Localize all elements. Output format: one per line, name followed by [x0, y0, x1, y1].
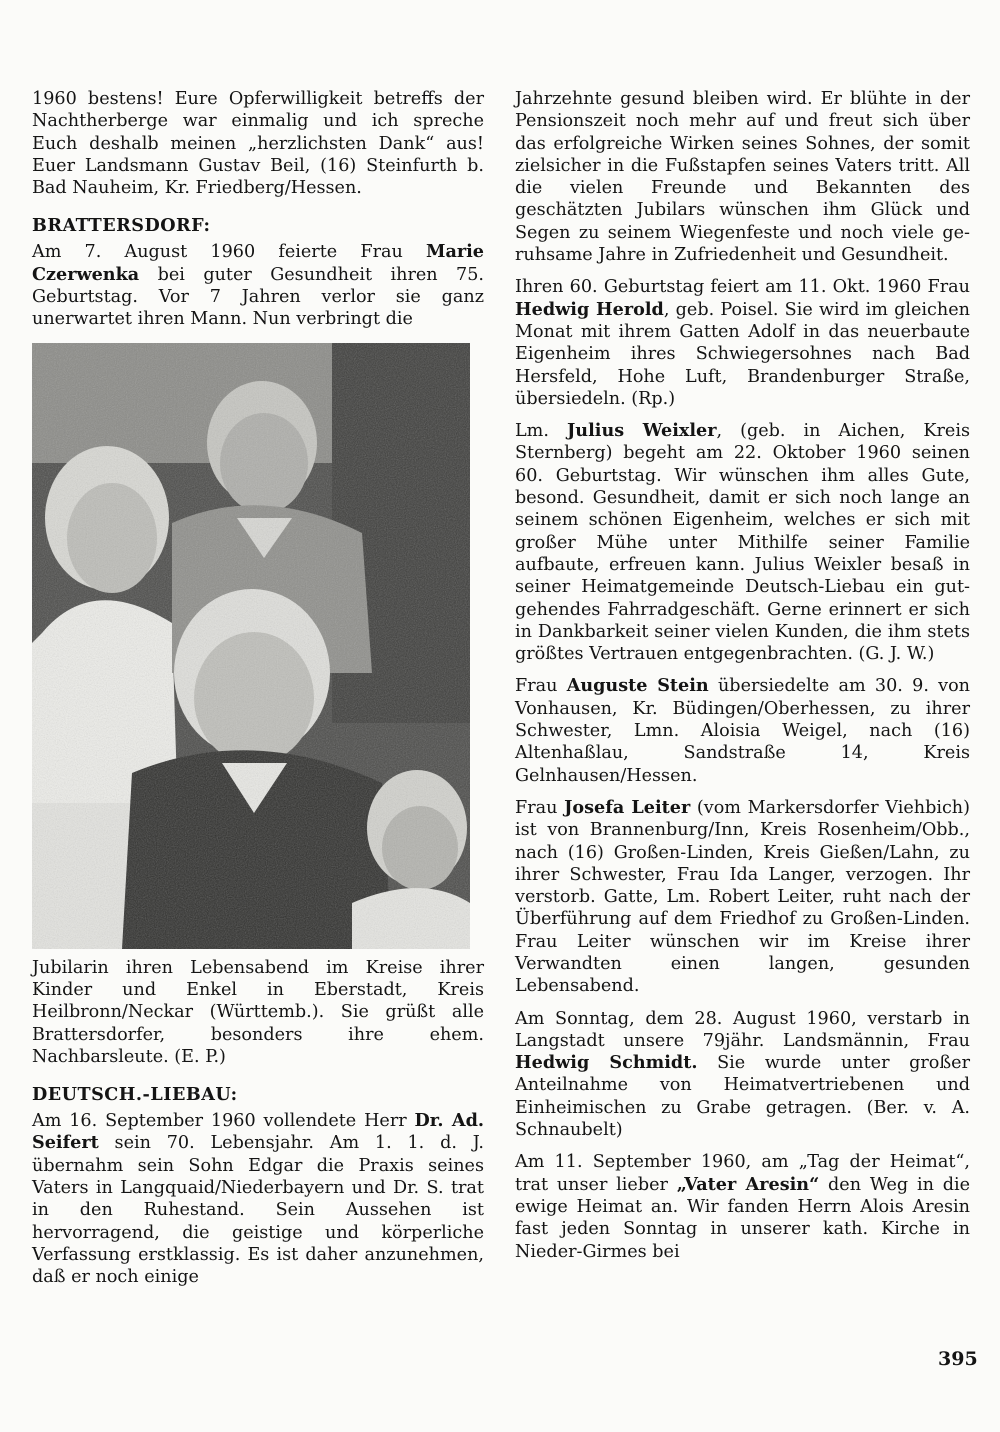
text-fragment: Am Sonntag, dem 28. August 1960, verstarb in Langstadt unsere 79jähr. Landsmännin, Frau: [515, 1008, 970, 1051]
text-fragment: Lm.: [515, 421, 567, 442]
paragraph-brattersdorf: [32, 241, 484, 330]
text-fragment: Frau: [515, 676, 567, 697]
text-fragment: bei guter Gesundheit ihren 75. Geburtstag. Vor 7 Jahren verlor sie ganz unerwartet ihren Mann. Nun verbringt die: [32, 264, 484, 330]
person-name: Josefa Leiter: [564, 796, 691, 818]
person-name: „Vater Aresin“: [676, 1173, 820, 1195]
person-name: Dr. Ad. Seifert: [32, 1110, 484, 1154]
text-fragment: Ihren 60. Geburtstag feiert am 11. Okt. 1960 Frau: [515, 277, 970, 298]
paragraph-intro: 1960 bestens! Eure Opferwilligkeit betreffs der Nachtherberge war einmalig und ich spreche Euch deshalb meinen „herzlichsten Dank“ aus! Euer Landsmann Gustav Beil, (16) Steinfurth b. Bad Nauheim, Kr. Friedberg/Hessen.: [32, 89, 484, 199]
family-photo: [32, 343, 470, 949]
paragraph-schmidt: [515, 1008, 970, 1142]
person-name: Hedwig Schmidt.: [515, 1052, 698, 1074]
paragraph-aresin: [515, 1151, 970, 1262]
heading-deutsch-liebau: DEUTSCH.-LIEBAU:: [32, 1084, 238, 1106]
paragraph-weixler: [515, 420, 970, 665]
text-fragment: Am 11. September 1960, am „Tag der Heimat“, trat unser lieber: [515, 1152, 970, 1195]
text-fragment: Am 7. August 1960 feierte Frau: [32, 242, 426, 263]
paragraph-brattersdorf-continued: Jubilarin ihren Lebensabend im Kreise ihrer Kinder und Enkel in Eberstadt, Kreis Heilbronn/Neckar (Württemb.). Sie grüßt alle Brattersdorfer, besonders ihre ehem. Nachbarsleute. (E. P.): [32, 957, 484, 1067]
text-fragment: Am 16. September 1960 vollendete Herr: [32, 1111, 415, 1132]
paragraph-seifert: [32, 1110, 484, 1288]
person-name: Hedwig Herold: [515, 298, 664, 320]
text-fragment: , (geb. in Aichen, Kreis Sternberg) begeht am 22. Oktober 1960 seinen 60. Geburtstag. Wir wünschen ihm alles Gute, besond. Gesundheit, damit er sich noch lange an seinem schönen Eigenheim, welches er sich mit großer Mühe unter Mithilfe seiner Familie aufbaute, erfreuen kann. Julius Weixler besaß in seiner Heimatgemeinde Deutsch-Liebau ein gutgehendes Fahrradgeschäft. Gerne erinnert er sich in Dankbarkeit seiner vielen Kunden, die ihm stets größtes Vertrauen entgegenbrachten. (G. J. W.): [515, 421, 970, 665]
text-fragment: (vom Markersdorfer Viehbich) ist von Brannenburg/Inn, Kreis Rosenheim/Obb., nach (16) Großen-Linden, Kreis Gießen/Lahn, zu ihrer Schwester, Frau Ida Langer, verzogen. Ihr verstorb. Gatte, Lm. Robert Leiter, ruht nach der Überführung auf dem Friedhof zu Großen-Linden. Frau Leiter wünschen wir im Kreise ihrer Verwandten einen langen, gesunden Lebensabend.: [515, 797, 971, 997]
heading-brattersdorf: BRATTERSDORF:: [32, 215, 211, 237]
person-name: Auguste Stein: [566, 675, 709, 697]
text-fragment: übersiedelte am 30. 9. von Vonhausen, Kr. Büdingen/Oberhessen, zu ihrer Schwester, Lmn. Aloisia Weigel, nach (16) Altenhaßlau, Sandstraße 14, Kreis Gelnhausen/Hessen.: [515, 676, 971, 786]
text-fragment: Frau: [515, 797, 565, 818]
text-fragment: , geb. Poisel. Sie wird im gleichen Monat mit ihrem Gatten Adolf in das neuerbaute Eigenheim ihres Schwiegersohnes nach Bad Hersfeld, Hohe Luft, Brandenburger Straße, übersiedeln. (Rp.): [515, 299, 970, 409]
paragraph-seifert-continued: Jahrzehnte gesund bleiben wird. Er blühte in der Pensionszeit noch mehr auf und freut sich über das erfolgreiche Wirken seines Sohnes, der somit zielsicher in die Fußstapfen seines Vaters tritt. All die vielen Freunde und Bekannten des geschätzten Jubilars wünschen ihm Glück und Segen zu seinem Wiegenfeste und noch viele geruhsame Jahre in Zufriedenheit und Gesundheit.: [515, 89, 970, 266]
left-column: [32, 88, 484, 1297]
paragraph-leiter: [515, 797, 970, 998]
text-fragment: sein 70. Lebensjahr. Am 1. 1. d. J. übernahm sein Sohn Edgar die Praxis seines Vaters in Langquaid/Niederbayern und Dr. S. trat in den Ruhestand. Sein Aussehen ist hervorragend, die geistige und körperliche Verfassung erstklassig. Es ist daher anzunehmen, daß er noch einige: [32, 1133, 484, 1288]
paragraph-stein: [515, 675, 970, 786]
person-name: Marie Czerwenka: [32, 241, 484, 285]
person-name: Julius Weixler: [566, 420, 717, 442]
right-column: [515, 88, 970, 1273]
page-number: 395: [938, 1348, 978, 1370]
text-fragment: Sie wurde unter großer Anteilnahme von Heimatvertriebenen und Einheimischen zu Grabe getragen. (Ber. v. A. Schnaubelt): [515, 1053, 970, 1141]
text-fragment: den Weg in die ewige Heimat an. Wir fanden Herrn Alois Aresin fast jeden Sonntag in unserer kath. Kirche in Nieder-Girmes bei: [515, 1174, 970, 1262]
paragraph-herold: [515, 276, 970, 410]
